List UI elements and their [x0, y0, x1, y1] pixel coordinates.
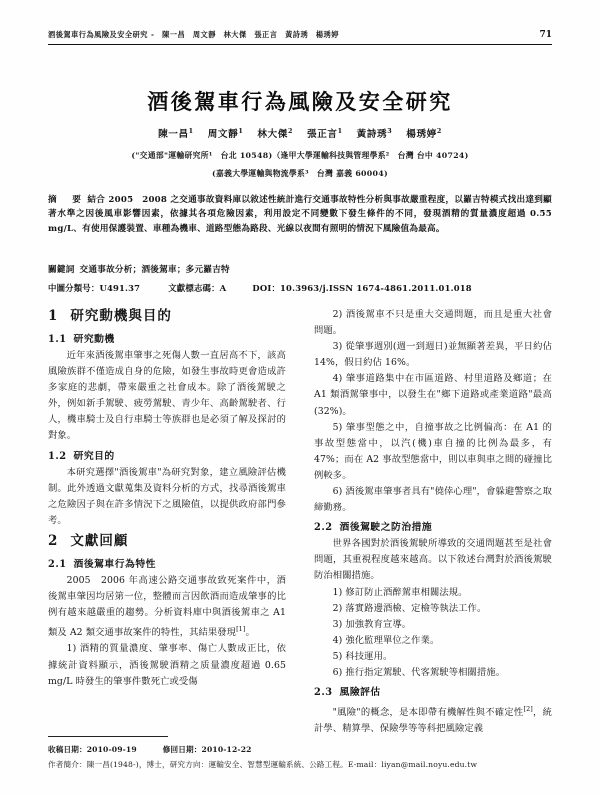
- list-item: 1) 酒精的質量濃度、肇事率、傷亡人數成正比，依據統計資料顯示，酒後駕駛酒精之质量濃度超過 0.65 mg/L 時發生的肇事件數死亡或受傷: [48, 643, 286, 687]
- classification-line: [48, 281, 552, 295]
- subsection-number: 1.1: [48, 334, 67, 345]
- subsection-number: 1.2: [48, 450, 67, 462]
- author: 黃詩琇$^3$: [356, 126, 393, 140]
- subsection-title: 酒後駕駛之防治措施: [339, 522, 433, 534]
- subsection-heading-2-3: [314, 685, 552, 700]
- section-heading-1: [48, 307, 286, 325]
- list-item: 4) 肇事道路集中在市區道路、村里道路及鄉道；在 A1 類酒駕肇事中，以發生在"鄉下道路或產業道路"最高(32%)。: [314, 373, 552, 417]
- citation-ref: [2]: [523, 705, 533, 714]
- received-label: 收稿日期：: [48, 745, 87, 754]
- section-number: 2: [48, 532, 59, 549]
- list-item: 5) 肇事型態之中，自撞事故之比例偏高：在 A1 的事故型態當中，以汽(機)車自撞的比例為最多，有 47%；而在 A2 事故型態當中，則以車與車之間的碰撞比例較多。: [314, 421, 552, 481]
- footnote-rule: [48, 736, 168, 737]
- section-heading-2: [48, 532, 286, 550]
- received-date: 2010-09-19: [86, 745, 137, 754]
- paragraph: [314, 701, 552, 737]
- body-columns: [48, 307, 552, 735]
- keywords-label: 關鍵詞: [48, 265, 75, 275]
- list-item: 2) 落實路邊酒檢、定檢等執法工作。: [332, 602, 487, 614]
- subsection-number: 2.2: [314, 522, 333, 534]
- list-item: 2) 酒後駕車不只是重大交通問題，而且是重大社會問題。: [314, 309, 552, 337]
- revised-label: 修回日期：: [162, 745, 202, 754]
- list-item: 4) 強化監理單位之作業。: [332, 634, 440, 646]
- abstract-label: 摘 要: [48, 195, 85, 205]
- left-column: [48, 307, 286, 725]
- paragraph: 世界各國對於酒後駕駛所導致的交通問題甚至是社會問題，其重視程度越來越高。以下敘述台灣對於酒後駕駛防治相關措施。: [314, 538, 552, 582]
- paragraph: [48, 573, 286, 641]
- citation-ref: [1]: [236, 625, 246, 634]
- author: 陳一昌$^1$: [158, 126, 194, 140]
- paragraph: 本研究選擇"酒後駕車"為研究對象，建立風險評估機制。此外透過文獻蒐集及資料分析的方式，找尋酒後駕車之危險因子與在許多情況下之風險值，以提供政府部門參考。: [48, 466, 286, 526]
- doc-code-value: A: [219, 283, 227, 293]
- abstract-text: 結合 2005 2008 之交通事故資料庫以敘述性統計進行交通事故特性分析與事故嚴重程度，以羅吉特模式找出達到顯著水準之因後風車影響因素，依據其各項危險因素，利用設定不同變數下發生條件的不同，發現酒精的質量濃度超過 0.55 mg/L、有使用保護裝置、車種為機車、道路型態為路段、光線以夜間有照明的情況下風險值為最高。: [48, 195, 552, 234]
- subsection-title: 研究動機: [73, 334, 115, 345]
- abstract: [48, 193, 552, 236]
- author-affil-mark: 2: [287, 126, 293, 135]
- footnote-dates: [48, 744, 552, 757]
- doc-code-label: 文獻標志碼：: [168, 283, 220, 293]
- author: 周文靜$^1$: [207, 126, 244, 140]
- keywords-text: 交通事故分析；酒後駕車；多元羅吉特: [79, 265, 230, 275]
- list-item: 3) 加強教育宣導。: [332, 618, 412, 630]
- clc-value: U491.37: [99, 283, 141, 293]
- author-bio: 作者簡介：陳一昌(1948-)，博士，研究方向：運輸安全、智慧型運輸系統、公路工程。E-mail：liyan@mail.noyu.edu.tw: [48, 759, 478, 769]
- author-affil-mark: 1: [337, 126, 343, 135]
- subsection-number: 2.1: [48, 558, 67, 570]
- paragraph-tail: ，統計學、精算學、保險學等等科把風險定義: [314, 707, 552, 735]
- author-affil-mark: 2: [436, 126, 442, 135]
- list-item: 6) 酒後駕車肇事者具有"僥倖心理"，會躲避警察之取締勤務。: [314, 486, 552, 514]
- section-title: 研究動機與目的: [70, 308, 172, 324]
- subsection-number: 2.3: [314, 687, 333, 699]
- list-item: 3) 從肇事週別(週一到週日)並無顯著差異，平日約佔 14%，假日約佔 16%。: [314, 341, 552, 369]
- author-list: [0, 126, 600, 140]
- section-title: 文獻回顧: [70, 532, 129, 549]
- author-affil-mark: 1: [238, 126, 244, 135]
- subsection-heading-2-2: [314, 520, 552, 535]
- author: 楊琇婷$^2$: [406, 126, 442, 140]
- author-affil-mark: 3: [387, 126, 393, 135]
- affiliation-line-2: (嘉義大學運輸與物流學系³ 台灣 嘉義 60004): [212, 169, 388, 178]
- author: 張正言$^1$: [307, 126, 343, 140]
- running-head-title: 酒後駕車行為風險及安全研究 - 陳一昌 周文靜 林大傑 張正言 黃詩琇 楊琇婷: [48, 30, 339, 39]
- paragraph: 近年來酒後駕車肇事之死傷人數一直居高不下，該高風險族群不僅造成自身的危險，如發生事故時更會造成許多家庭的悲劇，帶來嚴重之社會成本。除了酒後駕駛之外，例如新手駕駛、疲勞駕駛、青少年、高齡駕駛者、行人，機車騎士及自行車騎士等族群也是必須了解及探討的對象。: [48, 350, 286, 442]
- page-title: 酒後駕車行為風險及安全研究: [147, 89, 453, 114]
- doi-value: 10.3963/j.ISSN 1674-4861.2011.01.018: [280, 283, 472, 293]
- clc-label: 中圖分類号：: [48, 283, 100, 293]
- keywords: [48, 263, 552, 277]
- paragraph-text: "風險"的概念，是本即帶有機解性與不確定性: [332, 707, 524, 719]
- paragraph-tail: 。: [245, 627, 255, 639]
- running-head: [48, 25, 552, 40]
- affiliation-line-1: ("交通部"運輸研究所¹ 台北 10548)（逢甲大學運輸科技與管理學系² 台灣 台中 40724): [131, 151, 469, 160]
- subsection-heading-1-2: [48, 449, 286, 464]
- paragraph-text: 2005 2006 年高速公路交通事故致死案件中，酒後駕車肇因均居第一位，整體而言因飲酒而造成肇事的比例有越來越嚴重的趨勢。分析資料庫中與酒後駕車之 A1 類及 A2 類交通事故案件的特性，其結果發現: [48, 574, 286, 639]
- revised-date: 2010-12-22: [201, 745, 252, 754]
- doi-label: DOI：: [252, 283, 281, 293]
- page-number: 71: [539, 30, 552, 40]
- subsection-heading-2-1: [48, 557, 286, 572]
- subsection-heading-1-1: [48, 332, 286, 347]
- subsection-title: 酒後駕車行為特性: [73, 558, 156, 570]
- subsection-title: 風險評估: [339, 687, 381, 699]
- header-rule: [48, 44, 552, 45]
- footnote: [48, 744, 552, 771]
- subsection-title: 研究目的: [73, 450, 115, 462]
- right-column: [314, 307, 552, 735]
- section-number: 1: [48, 308, 59, 324]
- list-item: 1) 修訂防止酒醉駕車相關法規。: [332, 586, 468, 598]
- list-item: 6) 推行指定駕駛、代客駕駛等相關措施。: [332, 666, 506, 678]
- list-item: 5) 科技運用。: [332, 650, 393, 662]
- author-affil-mark: 1: [188, 126, 194, 135]
- author: 林大傑$^2$: [257, 126, 293, 140]
